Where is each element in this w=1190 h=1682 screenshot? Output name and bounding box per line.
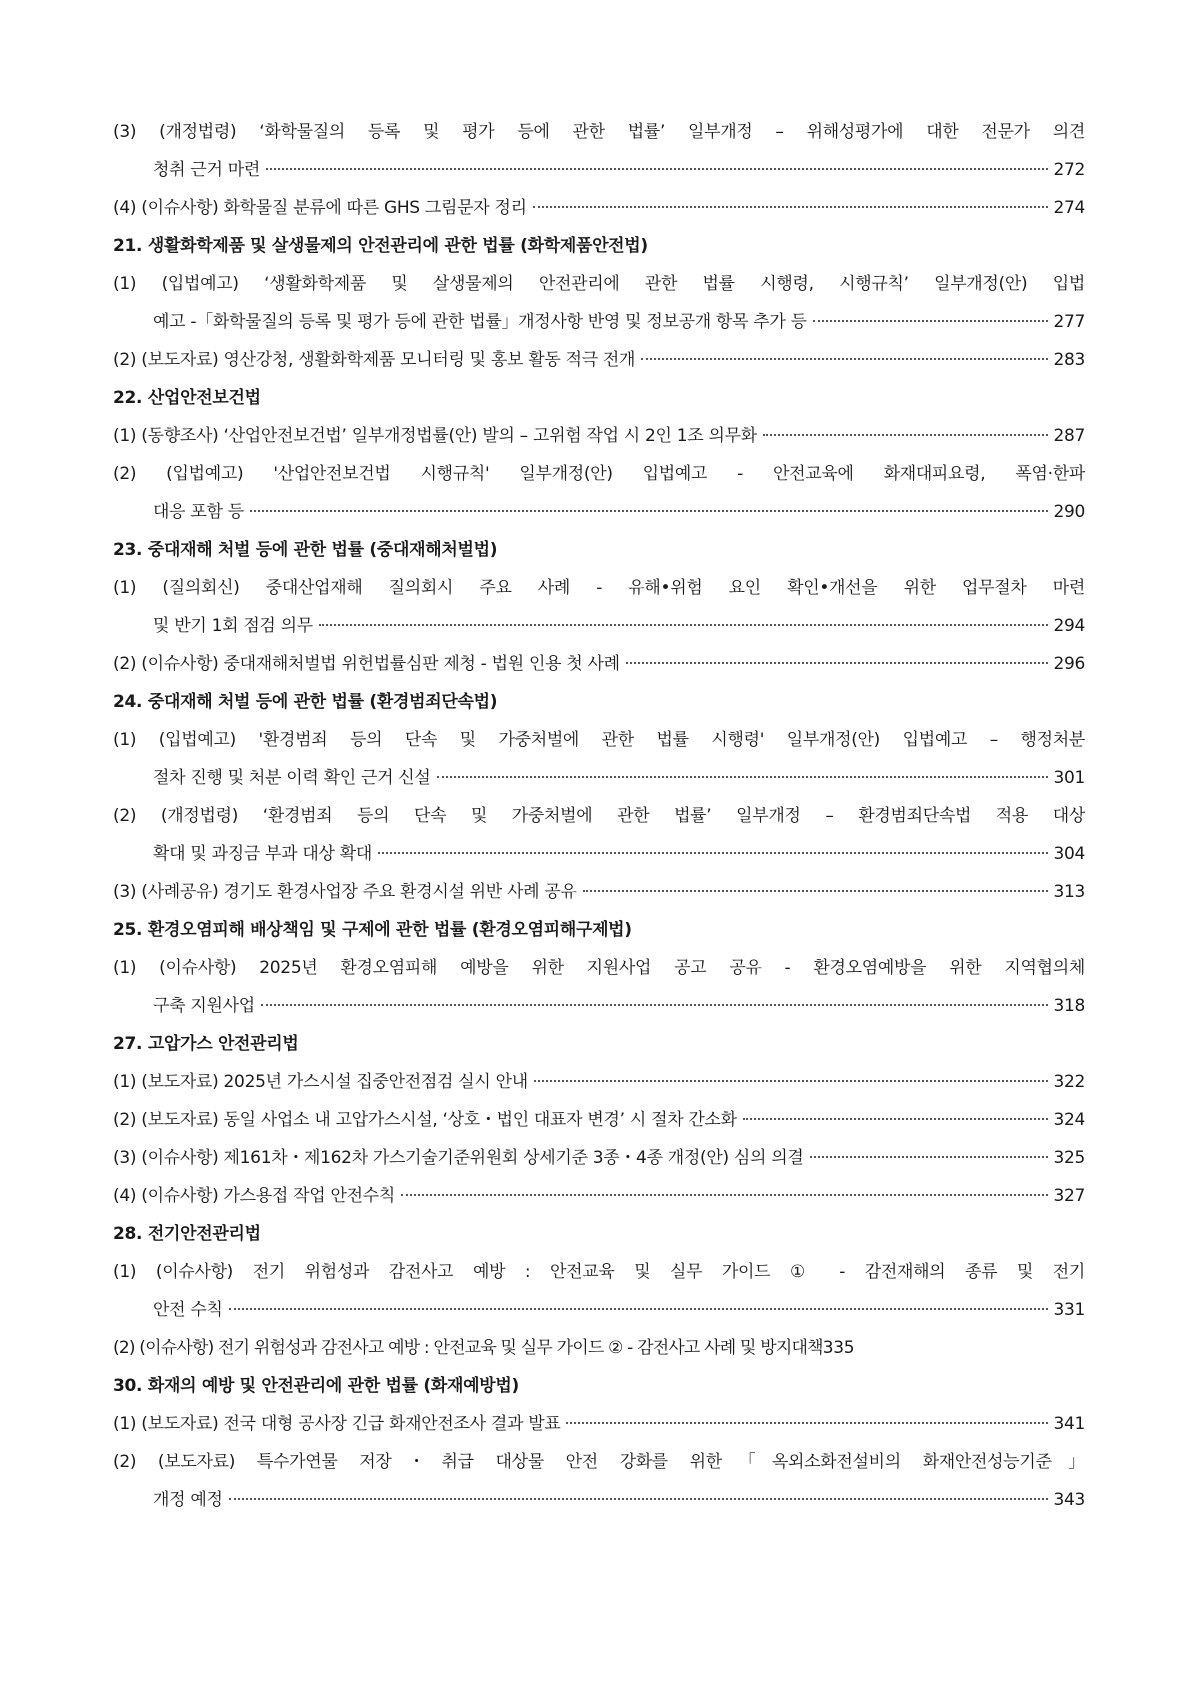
toc-entry[interactable]: [113, 873, 1085, 911]
page-number: 313: [1053, 882, 1085, 902]
page-number: 301: [1053, 768, 1085, 788]
toc-entry-text: (1) (보도자료) 전국 대형 공사장 긴급 화재안전조사 결과 발표: [113, 1414, 561, 1434]
page-number: 287: [1053, 426, 1085, 446]
toc-entry-text: (1) (보도자료) 2025년 가스시설 집중안전점검 실시 안내: [113, 1072, 528, 1092]
toc-entry-text: 확대 및 과징금 부과 대상 확대: [153, 844, 372, 864]
toc-entry-first-line: (1) (이슈사항) 전기 위험성과 감전사고 예방 : 안전교육 및 실무 가이드 ① - 감전재해의 종류 및 전기: [113, 1262, 1085, 1282]
toc-entry[interactable]: [113, 1139, 1085, 1177]
dot-leader: [743, 1118, 1049, 1120]
page-number: 318: [1053, 996, 1085, 1016]
toc-entry-text: 및 반기 1회 점검 의무: [153, 616, 313, 636]
toc-section-heading: 22. 산업안전보건법: [113, 388, 261, 408]
toc-entry[interactable]: [113, 265, 1085, 341]
toc-entry[interactable]: [113, 721, 1085, 797]
toc-entry[interactable]: [113, 455, 1085, 531]
toc-entry-last-line: [153, 1481, 1085, 1519]
dot-leader: [566, 1422, 1048, 1424]
toc-entry-text: (2) (이슈사항) 중대재해처벌법 위헌법률심판 제청 - 법원 인용 첫 사례: [113, 654, 620, 674]
dot-leader: [534, 1080, 1049, 1082]
dot-leader: [626, 662, 1049, 664]
toc-entry-text: (2) (보도자료) 영산강청, 생활화학제품 모니터링 및 홍보 활동 적극 전개: [113, 350, 636, 370]
dot-leader: [250, 510, 1049, 512]
toc-entry[interactable]: [113, 1177, 1085, 1215]
toc-entry[interactable]: [113, 341, 1085, 379]
page-number: 290: [1053, 502, 1085, 522]
page-number: 274: [1053, 198, 1085, 218]
toc-section-heading: 28. 전기안전관리법: [113, 1224, 261, 1244]
page-number: 325: [1053, 1148, 1085, 1168]
toc-section-heading: 30. 화재의 예방 및 안전관리에 관한 법률 (화재예방법): [113, 1376, 519, 1396]
toc-entry[interactable]: [113, 645, 1085, 683]
toc-entry-text: 절차 진행 및 처분 이력 확인 근거 신설: [153, 768, 431, 788]
toc-entry-text: (1) (동향조사) ‘산업안전보건법’ 일부개정법률(안) 발의 – 고위험 작업 시 2인 1조 의무화: [113, 426, 757, 446]
toc-entry[interactable]: [113, 1101, 1085, 1139]
dot-leader: [813, 320, 1049, 322]
toc-entry[interactable]: [113, 417, 1085, 455]
toc-entry-first-line: (1) (입법예고) ‘생활화학제품 및 살생물제의 안전관리에 관한 법률 시행령, 시행규칙’ 일부개정(안) 입법: [113, 274, 1085, 294]
toc-entry-text: 안전 수칙: [153, 1300, 223, 1320]
toc-entry-text: (4) (이슈사항) 화학물질 분류에 따른 GHS 그림문자 정리: [113, 198, 527, 218]
dot-leader: [533, 206, 1049, 208]
dot-leader: [810, 1156, 1049, 1158]
toc-entry-text: (3) (사례공유) 경기도 환경사업장 주요 환경시설 위반 사례 공유: [113, 882, 577, 902]
toc-entry-first-line: (1) (이슈사항) 2025년 환경오염피해 예방을 위한 지원사업 공고 공유 - 환경오염예방을 위한 지역협의체: [113, 958, 1085, 978]
page-number: 277: [1053, 312, 1085, 332]
dot-leader: [378, 852, 1048, 854]
page-number: 343: [1053, 1490, 1085, 1510]
page-number: 272: [1053, 160, 1085, 180]
toc-entry-last-line: [153, 303, 1085, 341]
page-number: 335: [822, 1338, 855, 1358]
toc-section-heading: 21. 생활화학제품 및 살생물제의 안전관리에 관한 법률 (화학제품안전법): [113, 236, 648, 256]
toc-entry-text: 구축 지원사업: [153, 996, 255, 1016]
dot-leader: [641, 358, 1048, 360]
toc-entry[interactable]: [113, 1443, 1085, 1519]
toc-entry-first-line: (3) (개정법령) ‘화학물질의 등록 및 평가 등에 관한 법률’ 일부개정 – 위해성평가에 대한 전문가 의견: [113, 122, 1085, 142]
toc-entry[interactable]: [113, 1063, 1085, 1101]
dot-leader: [229, 1308, 1049, 1310]
toc-entry-last-line: [153, 759, 1085, 797]
toc-entry-text: (3) (이슈사항) 제161차・제162차 가스기술기준위원회 상세기준 3종・4종 개정(안) 심의 의결: [113, 1148, 804, 1168]
toc-section-heading: 27. 고압가스 안전관리법: [113, 1034, 299, 1054]
toc-entry[interactable]: [113, 949, 1085, 1025]
dot-leader: [319, 624, 1049, 626]
toc-section-heading: 23. 중대재해 처벌 등에 관한 법률 (중대재해처벌법): [113, 540, 498, 560]
toc-entry-text: 예고 -「화학물질의 등록 및 평가 등에 관한 법률」개정사항 반영 및 정보공개 항목 추가 등: [153, 312, 807, 332]
toc-entry[interactable]: [113, 113, 1085, 189]
page-number: 322: [1053, 1072, 1085, 1092]
toc-entry-text: 청취 근거 마련: [153, 160, 260, 180]
toc-entry-last-line: [153, 835, 1085, 873]
toc-entry[interactable]: [113, 797, 1085, 873]
toc-entry-last-line: [153, 493, 1085, 531]
toc-entry-text: (2) (이슈사항) 전기 위험성과 감전사고 예방 : 안전교육 및 실무 가이드 ② - 감전사고 사례 및 방지대책: [113, 1338, 823, 1358]
toc-entry-text: (4) (이슈사항) 가스용접 작업 안전수칙: [113, 1186, 395, 1206]
page-number: 283: [1053, 350, 1085, 370]
table-of-contents: [113, 113, 1085, 1519]
toc-entry-first-line: (2) (입법예고) '산업안전보건법 시행규칙' 일부개정(안) 입법예고 - 안전교육에 화재대피요령, 폭염·한파: [113, 464, 1085, 484]
toc-section-heading: 24. 중대재해 처벌 등에 관한 법률 (환경범죄단속법): [113, 692, 498, 712]
page-number: 327: [1053, 1186, 1085, 1206]
page-number: 324: [1053, 1110, 1085, 1130]
toc-entry-first-line: (2) (보도자료) 특수가연물 저장・취급 대상물 안전 강화를 위한「옥외소화전설비의 화재안전성능기준」: [113, 1452, 1085, 1472]
dot-leader: [763, 434, 1049, 436]
toc-entry-first-line: (1) (입법예고) '환경범죄 등의 단속 및 가중처벌에 관한 법률 시행령' 일부개정(안) 입법예고 – 행정처분: [113, 730, 1085, 750]
toc-entry-last-line: [153, 987, 1085, 1025]
dot-leader: [437, 776, 1049, 778]
toc-entry-text: 개정 예정: [153, 1490, 223, 1510]
page-number: 296: [1053, 654, 1085, 674]
page-number: 341: [1053, 1414, 1085, 1434]
toc-entry-text: (2) (보도자료) 동일 사업소 내 고압가스시설, ‘상호・법인 대표자 변경’ 시 절차 간소화: [113, 1110, 737, 1130]
toc-entry-first-line: (1) (질의회신) 중대산업재해 질의회시 주요 사례 - 유해•위험 요인 확인•개선을 위한 업무절차 마련: [113, 578, 1085, 598]
page-number: 331: [1053, 1300, 1085, 1320]
dot-leader: [266, 168, 1048, 170]
toc-entry[interactable]: [113, 569, 1085, 645]
toc-entry-last-line: [153, 1291, 1085, 1329]
toc-entry-last-line: [153, 607, 1085, 645]
toc-entry[interactable]: [113, 1405, 1085, 1443]
toc-entry-first-line: (2) (개정법령) ‘환경범죄 등의 단속 및 가중처벌에 관한 법률’ 일부개정 – 환경범죄단속법 적용 대상: [113, 806, 1085, 826]
page-number: 294: [1053, 616, 1085, 636]
toc-section-heading: 25. 환경오염피해 배상책임 및 구제에 관한 법률 (환경오염피해구제법): [113, 920, 632, 940]
toc-entry[interactable]: [113, 189, 1085, 227]
dot-leader: [583, 890, 1049, 892]
toc-entry[interactable]: [113, 1253, 1085, 1329]
dot-leader: [261, 1004, 1049, 1006]
dot-leader: [401, 1194, 1048, 1196]
page-number: 304: [1053, 844, 1085, 864]
toc-entry[interactable]: [113, 1329, 1085, 1367]
toc-entry-last-line: [153, 151, 1085, 189]
toc-entry-text: 대응 포함 등: [153, 502, 244, 522]
dot-leader: [229, 1498, 1049, 1500]
